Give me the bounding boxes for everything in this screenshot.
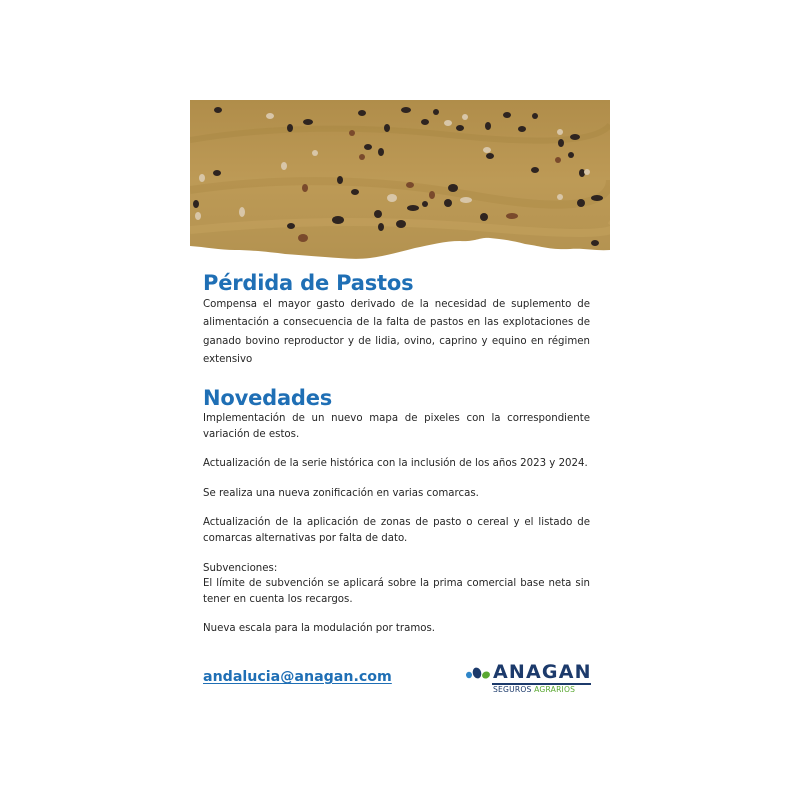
anagan-logo bbox=[465, 663, 591, 699]
section-title: Novedades bbox=[203, 386, 333, 410]
footer bbox=[203, 663, 590, 703]
drops-icon bbox=[465, 666, 491, 680]
hero-photo bbox=[190, 100, 610, 262]
logo-wordmark: ANAGAN bbox=[493, 661, 592, 683]
novedad-item: Implementación de un nuevo mapa de pixeles con la correspondiente variación de estos. bbox=[203, 413, 590, 440]
subvenciones-block bbox=[203, 561, 590, 608]
logo-tagline bbox=[493, 685, 575, 695]
section-perdida-de-pastos bbox=[203, 270, 590, 370]
section-novedades bbox=[203, 385, 590, 651]
novedad-item: Actualización de la aplicación de zonas de pasto o cereal y el listado de comarcas alternativas por falta de dato. bbox=[203, 517, 590, 544]
section-description: Compensa el mayor gasto derivado de la necesidad de suplemento de alimentación a consecuencia de la falta de pastos en las explotaciones de ganado bovino reproductor y de lidia, ovino, caprino y equino en régimen extensivo bbox=[203, 299, 590, 366]
novedad-item: Se realiza una nueva zonificación en varias comarcas. bbox=[203, 487, 479, 499]
subvenciones-text: El límite de subvención se aplicará sobre la prima comercial base neta sin tener en cuenta los recargos. bbox=[203, 578, 590, 605]
email-link[interactable]: andalucia@anagan.com bbox=[203, 669, 392, 685]
subvenciones-label: Subvenciones: bbox=[203, 562, 278, 574]
logo-tagline-seguros: SEGUROS bbox=[493, 685, 535, 694]
section-title: Pérdida de Pastos bbox=[203, 271, 414, 295]
novedad-item: Nueva escala para la modulación por tramos. bbox=[203, 623, 436, 635]
logo-tagline-agrarios: AGRARIOS bbox=[534, 685, 576, 694]
cattle-pasture-image bbox=[190, 100, 610, 262]
novedad-item: Actualización de la serie histórica con la inclusión de los años 2023 y 2024. bbox=[203, 458, 588, 470]
